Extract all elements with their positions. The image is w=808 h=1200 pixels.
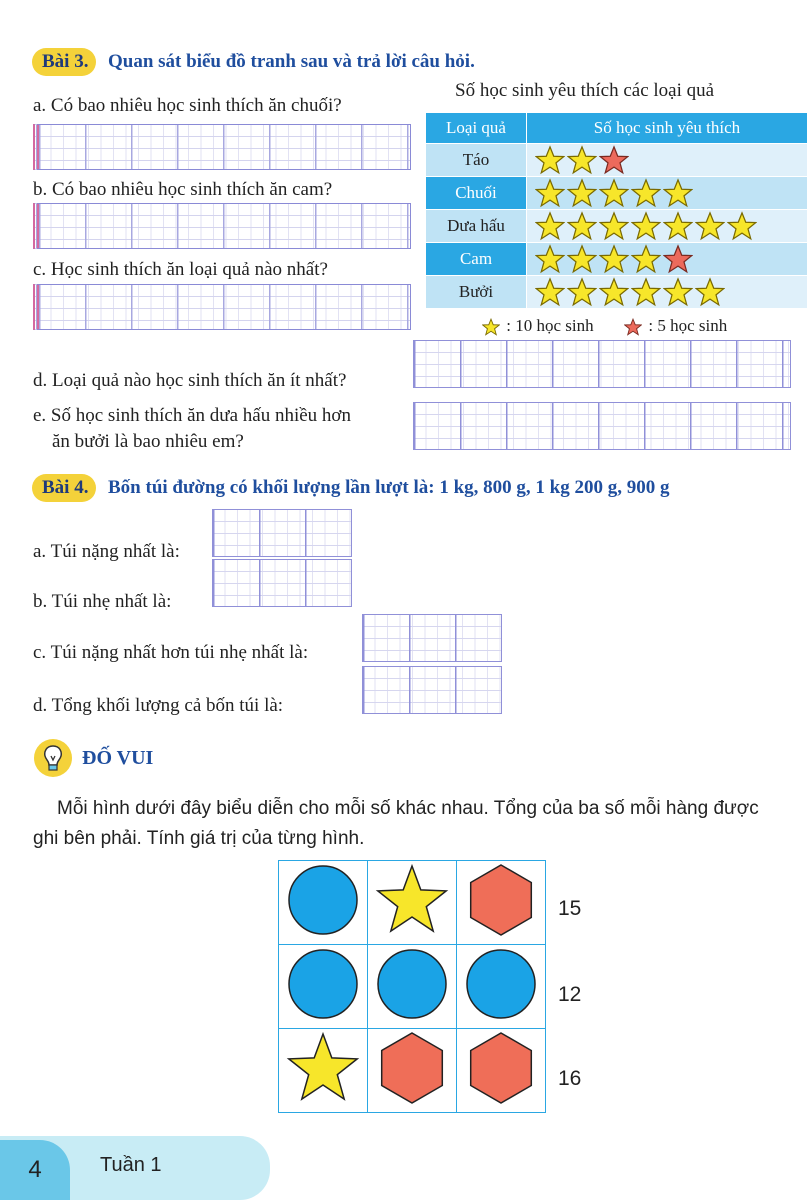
page-number: 4 [0, 1140, 70, 1200]
fruit-pictograph [425, 112, 808, 309]
shape-puzzle-grid [278, 860, 546, 1113]
red-star-icon [624, 318, 642, 336]
answer-box-4a[interactable] [212, 509, 352, 557]
yellow-star-icon [631, 244, 661, 274]
yellow-star-icon [695, 211, 725, 241]
yellow-star-icon [599, 178, 629, 208]
star-cell [527, 177, 808, 210]
answer-box-3c[interactable] [33, 284, 411, 330]
fruit-label: Dưa hấu [426, 210, 527, 243]
yellow-star-icon [599, 211, 629, 241]
puzzle-text-line1: Mỗi hình dưới đây biểu diễn cho mỗi số khác nhau. Tổng của ba số mỗi hàng được [57, 798, 759, 819]
question-3e-cont: ăn bưởi là bao nhiêu em? [52, 431, 244, 452]
week-label: Tuần 1 [100, 1154, 162, 1176]
yellow-star-icon [567, 211, 597, 241]
fruit-label: Táo [426, 144, 527, 177]
star-shape [285, 1030, 361, 1106]
row-sum-1: 15 [558, 897, 582, 920]
yellow-star-icon [482, 318, 500, 336]
pictograph-row [426, 276, 808, 309]
chart-title: Số học sinh yêu thích các loại quả [455, 80, 715, 101]
puzzle-cell [279, 1029, 368, 1113]
yellow-star-icon [695, 277, 725, 307]
column-header-students: Số học sinh yêu thích [527, 113, 808, 144]
yellow-star-icon [631, 277, 661, 307]
yellow-star-icon [663, 277, 693, 307]
answer-box-4c[interactable] [362, 614, 502, 662]
yellow-star-icon [663, 178, 693, 208]
question-4b: b. Túi nhẹ nhất là: [33, 591, 172, 612]
circle-shape [285, 946, 361, 1022]
yellow-star-icon [535, 178, 565, 208]
yellow-star-icon [535, 211, 565, 241]
puzzle-cell [457, 1029, 546, 1113]
pictograph-row [426, 243, 808, 276]
circle-shape [285, 862, 361, 938]
puzzle-cell [368, 1029, 457, 1113]
answer-box-3a[interactable] [33, 124, 411, 170]
exercise-4-badge: Bài 4. [32, 474, 96, 502]
legend-red-label: : 5 học sinh [648, 316, 728, 335]
yellow-star-icon [535, 244, 565, 274]
puzzle-cell [368, 861, 457, 945]
hexagon-shape [374, 1030, 450, 1106]
question-4c: c. Túi nặng nhất hơn túi nhẹ nhất là: [33, 642, 309, 663]
yellow-star-icon [663, 211, 693, 241]
answer-box-4b[interactable] [212, 559, 352, 607]
hexagon-shape [463, 862, 539, 938]
yellow-star-icon [535, 277, 565, 307]
question-3c: c. Học sinh thích ăn loại quả nào nhất? [33, 259, 328, 280]
chart-legend [482, 316, 727, 336]
pictograph-row [426, 144, 808, 177]
yellow-star-icon [535, 145, 565, 175]
yellow-star-icon [599, 244, 629, 274]
yellow-star-icon [567, 244, 597, 274]
star-shape [374, 862, 450, 938]
hexagon-shape [463, 1030, 539, 1106]
puzzle-cell [457, 861, 546, 945]
answer-box-3b[interactable] [33, 203, 411, 249]
puzzle-row [279, 945, 546, 1029]
exercise-4-title: Bốn túi đường có khối lượng lần lượt là: 1 kg, 800 g, 1 kg 200 g, 900 g [108, 477, 670, 498]
pictograph-row [426, 177, 808, 210]
red-star-icon [663, 244, 693, 274]
red-star-icon [599, 145, 629, 175]
yellow-star-icon [631, 211, 661, 241]
puzzle-cell [368, 945, 457, 1029]
circle-shape [374, 946, 450, 1022]
answer-box-3e[interactable] [413, 402, 791, 450]
question-4d: d. Tổng khối lượng cả bốn túi là: [33, 695, 284, 716]
yellow-star-icon [727, 211, 757, 241]
star-cell [527, 210, 808, 243]
yellow-star-icon [631, 178, 661, 208]
answer-box-4d[interactable] [362, 666, 502, 714]
fruit-label: Cam [426, 243, 527, 276]
fruit-label: Bưởi [426, 276, 527, 309]
row-sum-3: 16 [558, 1067, 582, 1090]
star-cell [527, 276, 808, 309]
question-3b: b. Có bao nhiêu học sinh thích ăn cam? [33, 179, 333, 200]
puzzle-row [279, 1029, 546, 1113]
star-cell [527, 243, 808, 276]
answer-box-3d[interactable] [413, 340, 791, 388]
exercise-3-title: Quan sát biểu đồ tranh sau và trả lời câu hỏi. [108, 51, 475, 72]
legend-yellow-label: : 10 học sinh [506, 316, 594, 335]
yellow-star-icon [567, 178, 597, 208]
pictograph-row [426, 210, 808, 243]
question-3d: d. Loại quả nào học sinh thích ăn ít nhất? [33, 370, 347, 391]
question-3e: e. Số học sinh thích ăn dưa hấu nhiều hơn [33, 405, 351, 426]
question-3a: a. Có bao nhiêu học sinh thích ăn chuối? [33, 95, 342, 116]
star-cell [527, 144, 808, 177]
question-4a: a. Túi nặng nhất là: [33, 541, 180, 562]
yellow-star-icon [599, 277, 629, 307]
puzzle-cell [279, 861, 368, 945]
puzzle-text-line2: ghi bên phải. Tính giá trị của từng hình. [33, 828, 365, 849]
column-header-fruit: Loại quả [426, 113, 527, 144]
puzzle-title: ĐỐ VUI [82, 747, 154, 769]
exercise-3-badge: Bài 3. [32, 48, 96, 76]
puzzle-cell [279, 945, 368, 1029]
row-sum-2: 12 [558, 983, 582, 1006]
yellow-star-icon [567, 145, 597, 175]
yellow-star-icon [567, 277, 597, 307]
lightbulb-icon [33, 738, 73, 778]
circle-shape [463, 946, 539, 1022]
puzzle-row [279, 861, 546, 945]
puzzle-cell [457, 945, 546, 1029]
fruit-label: Chuối [426, 177, 527, 210]
